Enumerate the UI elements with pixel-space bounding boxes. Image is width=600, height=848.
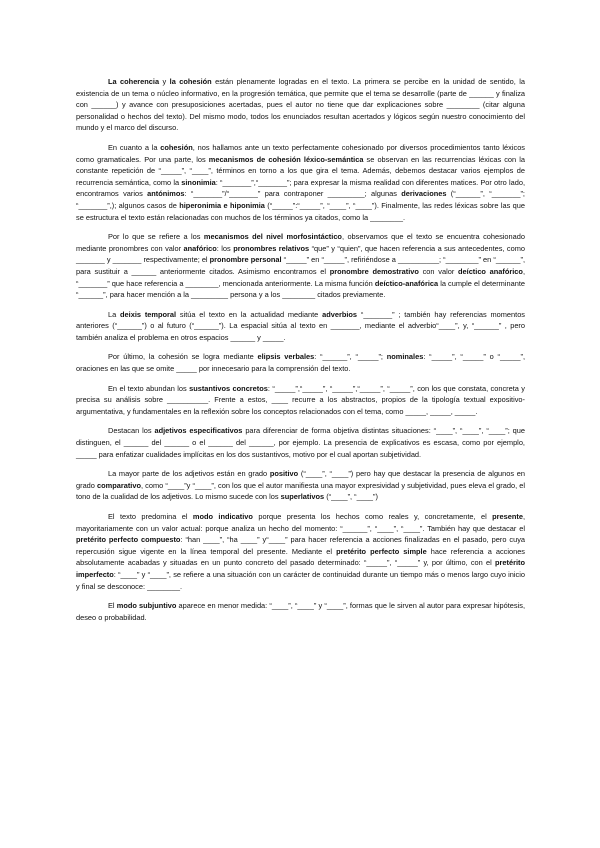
paragraph-deixis: La deixis temporal sitúa el texto en la actualidad mediante adverbios “_______” ; también hay referencias momentos anteriores (“______”) o al futuro (“______”). La espacial sitúa al texto en _______, mediante el adverbio“____”, y, “______” , pero también analiza el problema en otros espacios ______ y _____. <box>76 309 525 342</box>
paragraph-cohesion-lexica: En cuanto a la cohesión, nos hallamos ante un texto perfectamente cohesionado por diversos procedimientos tanto léxicos como gramaticales. Por una parte, los mecanismos de cohesión léxico-semántica se observan en las recurrencias léxicas con la constante repetición de “_____”, “____”, términos en torno a los que gira el tema. Además, debemos destacar varios ejemplos de recurrencia semántica, como la sinonimia: “_______”,“_______”; para expresar la misma realidad con diferentes matices. Por otro lado, encontramos varios antónimos: “_______”/“_______” para contraponer _________; algunas derivaciones (“______”, “_______”; “_______”,); algunos casos de hiperonimia e hiponimia (“_____”:“_____”, “____”, “____”). Finalmente, las redes léxicas sobre las que se estructura el texto están relacionadas con muchos de los términos ya citados, como la ________. <box>76 142 526 222</box>
paragraph-modo-subjuntivo: El modo subjuntivo aparece en menor medida: “____”, “____” y “____”, formas que le sirven al autor para expresar hipótesis, deseo o probabilidad. <box>76 601 525 622</box>
paragraph-coherencia: La coherencia y la cohesión están plenamente logradas en el texto. La primera se percibe en la unidad de sentido, la existencia de un tema o núcleo informativo, en la progresión temática, que permite que el tema se desarrolle (parte de ______ y finaliza con ______) y avance con presuposiciones acertadas, pues el autor no tiene que dar explicaciones sobre ________ (citar alguna personalidad o hechos del texto). Del mismo modo, todos los enunciados resultan acertados y lógicos según nuestro conocimiento del mundo y el marco del discurso. <box>76 77 525 133</box>
paragraph-adjetivos-especificativos: Destacan los adjetivos especificativos para diferenciar de forma objetiva distintas situaciones: “____”, “____”, “____”; que distinguen, el ______ del ______ o el ______ del ______, por ejemplo. La presencia de explicativos es escasa, como por ejemplo, _____ para enfatizar cualidades implícitas en los dos sustantivos, motivo por el cual aportan subjetividad. <box>76 426 525 459</box>
paragraph-elipsis: Por último, la cohesión se logra mediante elipsis verbales: “______”, “_____”; nominales: “_____”, “_____” o “_____”, oraciones en las que se omite _____ por innecesario para la comprensión del texto. <box>76 352 526 374</box>
paragraph-morfosintactico: Por lo que se refiere a los mecanismos del nivel morfosintáctico, observamos que el texto se encuentra cohesionado mediante pronombres con valor anafórico: los pronombres relativos “que” y “quien”, que hacen referencia a sus antecedentes, como _______ y _______ respectivamente; el pronombre personal “_____” en “_____”, refiriéndose a __________; “________” en “______”, para sustituir a ______ anteriormente citados. Asimismo encontramos el pronombre demostrativo con valor deíctico anafórico, “_______” que hace referencia a ________, mencionada anteriormente. La misma función deíctico-anafórica la cumple el determinante “______”, para hacer mención a la _________ persona y a los ________ citados previamente. <box>76 232 525 300</box>
paragraph-grado-adjetivos: La mayor parte de los adjetivos están en grado positivo (“____”, “____”) pero hay que destacar la presencia de algunos en grado comparativo, como “____”y “____”, con los que el autor manifiesta una mayor expresividad y subjetividad, pues eleva el grado, el tono de la cualidad de los adjetivos. Lo mismo sucede con los superlativos (“____”, “____”) <box>76 469 525 502</box>
paragraph-sustantivos: En el texto abundan los sustantivos concretos: “_____”,“_____”, “_____”,“_____”, “_____”, con los que constata, concreta y precisa su análisis sobre __________. Frente a estos, ____ recurre a los abstractos, propios de la tipología textual expositivo-argumentativa, y fundamentales en la reflexión sobre los conceptos relacionados con el tema, como _____, _____, _____. <box>76 383 525 416</box>
paragraph-modo-indicativo: El texto predomina el modo indicativo porque presenta los hechos como reales y, concretamente, el presente, mayoritariamente con un valor actual: porque analiza un hecho del momento: “______”, “____”, “____”. También hay que destacar el pretérito perfecto compuesto: “han ____”, “ha ____” y“____” para hacer referencia a acciones finalizadas en el pasado, pero cuya repercusión sigue vigente en la línea temporal del presente. Mediante el pretérito perfecto simple hace referencia a acciones absolutamente acabadas y situadas en un punto concreto del pasado determinado: “_____”, “_____” y, por último, con el pretérito imperfecto: “____” y “____”, se refiere a una situación con un carácter de continuidad durante un tiempo más o menos largo cuyo inicio y final se desconoce: ________. <box>76 512 526 591</box>
